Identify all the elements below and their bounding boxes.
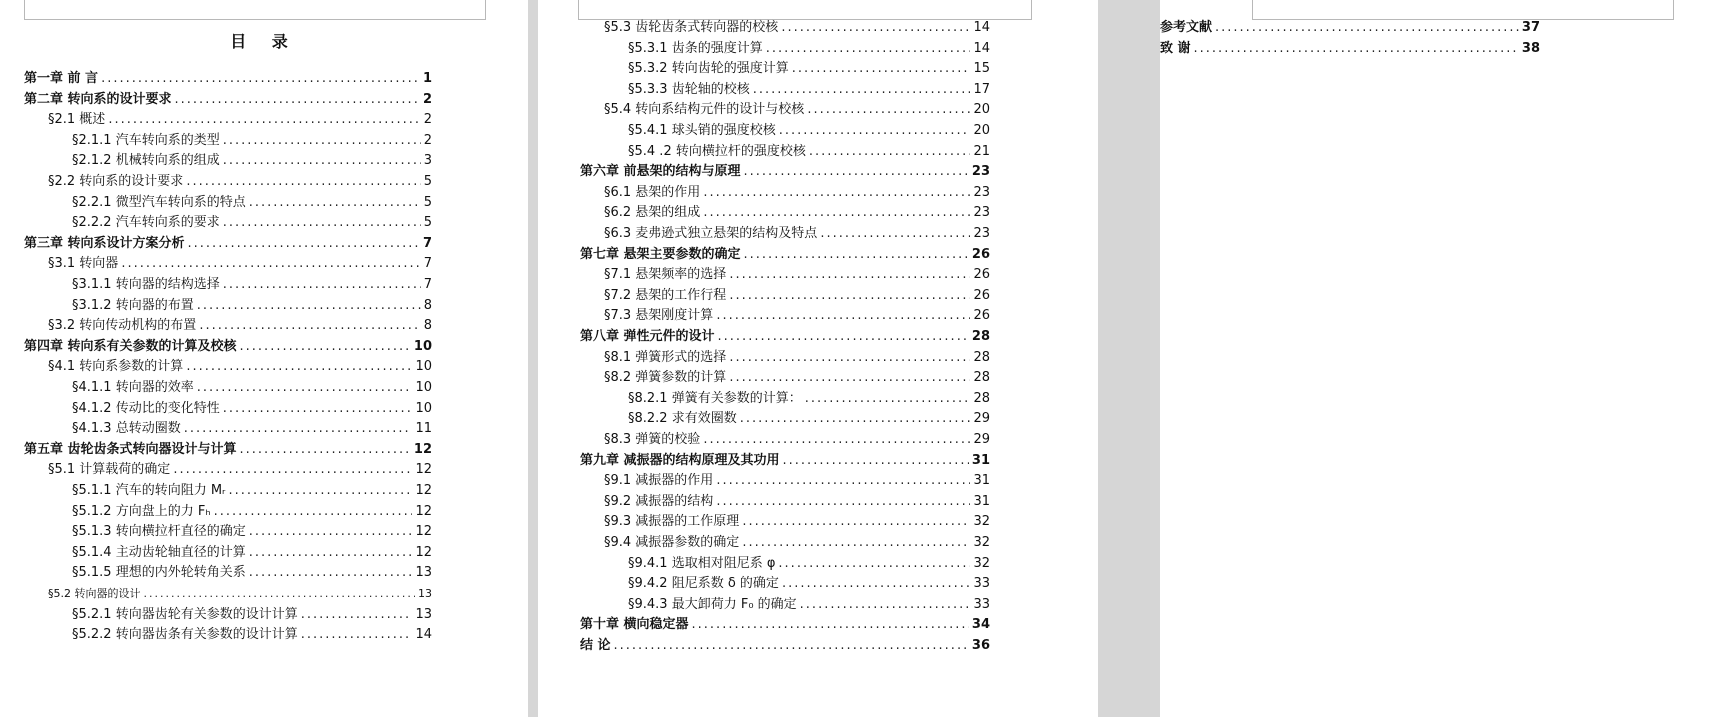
toc-entry-title: §6.3 麦弗逊式独立悬架的结构及特点 [604, 226, 818, 241]
toc-entry-page-number: 32 [973, 556, 990, 571]
toc-dot-leader [744, 245, 969, 265]
toc-entry[interactable] [72, 419, 432, 439]
toc-dot-leader [249, 563, 413, 583]
toc-entry[interactable] [580, 245, 990, 265]
toc-entry[interactable] [72, 605, 432, 625]
toc-entry-title: §5.2.2 转向器齿条有关参数的设计计算 [72, 627, 298, 642]
toc-entry-title: §5.1.3 转向横拉杆直径的确定 [72, 524, 246, 539]
toc-entry-title: §8.1 弹簧形式的选择 [604, 350, 727, 365]
toc-entry-page-number: 36 [971, 638, 990, 653]
toc-entry-title: 第九章 减振器的结构原理及其功用 [580, 453, 780, 468]
toc-entry[interactable] [628, 39, 990, 59]
toc-entry[interactable] [72, 275, 432, 295]
toc-entry[interactable] [72, 193, 432, 213]
toc-entry-page-number: 5 [423, 215, 432, 230]
toc-entry[interactable] [604, 512, 990, 532]
toc-entry[interactable] [580, 162, 990, 182]
toc-dot-leader [703, 430, 970, 450]
toc-entry[interactable] [628, 59, 990, 79]
toc-entry-page-number: 7 [422, 236, 432, 251]
toc-entry-page-number: 13 [415, 607, 432, 622]
toc-entry-page-number: 2 [423, 112, 432, 127]
toc-entry-page-number: 13 [418, 587, 432, 600]
toc-dot-leader [703, 203, 970, 223]
toc-dot-leader [144, 584, 416, 604]
toc-entry-page-number: 28 [973, 350, 990, 365]
toc-entry-page-number: 28 [973, 391, 990, 406]
toc-entry[interactable] [604, 430, 990, 450]
toc-entry-page-number: 26 [973, 288, 990, 303]
toc-entry-title: §5.4 .2 转向横拉杆的强度校核 [628, 144, 806, 159]
toc-entry[interactable] [628, 80, 990, 100]
toc-entry-title: §4.1 转向系参数的计算 [48, 359, 184, 374]
toc-entry-title: §5.2 转向器的设计 [48, 587, 141, 600]
toc-entry[interactable] [48, 172, 432, 192]
toc-dot-leader [703, 183, 970, 203]
toc-entry[interactable] [72, 522, 432, 542]
toc-entry-title: §8.2 弹簧参数的计算 [604, 370, 727, 385]
toc-entry[interactable] [604, 224, 990, 244]
toc-entry-page-number: 14 [415, 627, 432, 642]
toc-entry-page-number: 26 [973, 308, 990, 323]
toc-dot-leader [223, 275, 421, 295]
toc-dot-leader [778, 554, 970, 574]
toc-entry-page-number: 7 [423, 277, 432, 292]
toc-dot-leader [782, 574, 971, 594]
toc-entry-page-number: 23 [971, 164, 990, 179]
toc-dot-leader [197, 378, 413, 398]
toc-entry[interactable] [48, 254, 432, 274]
toc-title: 目 录 [230, 32, 298, 51]
toc-entry-title: 第七章 悬架主要参数的确定 [580, 247, 741, 262]
toc-entry-title: §5.1.5 理想的内外轮转角关系 [72, 565, 246, 580]
toc-entry-title: 第四章 转向系有关参数的计算及校核 [24, 339, 237, 354]
toc-entry-title: §9.4.2 阻尼系数 δ 的确定 [628, 576, 779, 591]
toc-entry-page-number: 32 [973, 514, 990, 529]
toc-entry-title: §9.3 减振器的工作原理 [604, 514, 740, 529]
toc-entry-title: 参考文献 [1160, 20, 1213, 35]
document-page-2 [538, 0, 1098, 717]
toc-entry[interactable] [628, 574, 990, 594]
toc-entry-title: §6.2 悬架的组成 [604, 205, 701, 220]
toc-entry-title: §3.1.1 转向器的结构选择 [72, 277, 220, 292]
toc-entry-page-number: 12 [413, 442, 432, 457]
toc-dot-leader [249, 543, 413, 563]
toc-entry-title: §2.1.2 机械转向系的组成 [72, 153, 220, 168]
toc-entry-title: 第六章 前悬架的结构与原理 [580, 164, 741, 179]
toc-entry[interactable] [604, 183, 990, 203]
toc-entry-page-number: 17 [973, 82, 990, 97]
document-page-3 [1160, 0, 1716, 717]
page-corner-mark [24, 0, 486, 20]
toc-entry-page-number: 23 [973, 226, 990, 241]
toc-entry-page-number: 10 [415, 359, 432, 374]
toc-entry-page-number: 32 [973, 535, 990, 550]
toc-dot-leader [223, 213, 421, 233]
toc-entry-title: §8.2.1 弹簧有关参数的计算： [628, 391, 802, 406]
toc-dot-leader [729, 368, 970, 388]
toc-dot-leader [108, 110, 420, 130]
toc-entry-title: §5.3.3 齿轮轴的校核 [628, 82, 750, 97]
toc-entry-page-number: 1 [422, 71, 432, 86]
toc-entry-page-number: 12 [415, 462, 432, 477]
toc-dot-leader [249, 522, 413, 542]
toc-entry[interactable] [604, 203, 990, 223]
toc-entry-title: §4.1.1 转向器的效率 [72, 380, 194, 395]
toc-dot-leader [173, 460, 412, 480]
toc-dot-leader [228, 481, 412, 501]
toc-entry-title: 第二章 转向系的设计要求 [24, 92, 172, 107]
toc-dot-leader [753, 80, 971, 100]
toc-dot-leader [186, 357, 412, 377]
toc-entry-title: 第五章 齿轮齿条式转向器设计与计算 [24, 442, 237, 457]
toc-entry-title: §4.1.2 传动比的变化特性 [72, 401, 220, 416]
toc-entry-title: §3.2 转向传动机构的布置 [48, 318, 197, 333]
toc-entry[interactable] [604, 306, 990, 326]
toc-entry[interactable] [628, 389, 990, 409]
toc-dot-leader [740, 409, 971, 429]
toc-entry-title: §5.1.4 主动齿轮轴直径的计算 [72, 545, 246, 560]
toc-entry-page-number: 2 [422, 92, 432, 107]
toc-dot-leader [766, 39, 971, 59]
document-page-1 [0, 0, 528, 717]
toc-dot-leader [716, 471, 970, 491]
toc-dot-leader [240, 440, 411, 460]
toc-dot-leader [214, 502, 413, 522]
toc-entry[interactable] [48, 584, 432, 604]
toc-dot-leader [800, 595, 971, 615]
page-corner-mark [578, 0, 1032, 20]
toc-entry[interactable] [24, 90, 432, 110]
toc-entry-page-number: 21 [973, 144, 990, 159]
toc-entry-page-number: 28 [971, 329, 990, 344]
toc-dot-leader [729, 348, 970, 368]
toc-entry[interactable] [604, 286, 990, 306]
toc-entry-title: §7.1 悬架频率的选择 [604, 267, 727, 282]
toc-entry-title: 结 论 [580, 638, 611, 653]
toc-entry-title: §9.2 减振器的结构 [604, 494, 714, 509]
toc-dot-leader [223, 399, 413, 419]
toc-dot-leader [223, 131, 421, 151]
toc-entry[interactable] [48, 460, 432, 480]
toc-dot-leader [186, 172, 420, 192]
toc-entry-page-number: 10 [413, 339, 432, 354]
toc-entry-page-number: 5 [423, 174, 432, 189]
toc-entry[interactable] [580, 615, 990, 635]
toc-entry-page-number: 12 [415, 545, 432, 560]
toc-dot-leader [742, 512, 970, 532]
toc-entry-page-number: 14 [973, 41, 990, 56]
toc-dot-leader [301, 605, 413, 625]
toc-entry-title: §4.1.3 总转动圈数 [72, 421, 181, 436]
toc-entry[interactable] [72, 543, 432, 563]
toc-entry-title: §6.1 悬架的作用 [604, 185, 701, 200]
toc-entry-page-number: 31 [973, 473, 990, 488]
toc-dot-leader [188, 234, 420, 254]
toc-entry[interactable] [580, 451, 990, 471]
toc-entry-page-number: 13 [415, 565, 432, 580]
toc-entry-page-number: 5 [423, 195, 432, 210]
toc-entry-title: §5.3.1 齿条的强度计算 [628, 41, 763, 56]
toc-entry[interactable] [580, 636, 990, 656]
toc-entry-title: §5.4 转向系结构元件的设计与校核 [604, 102, 805, 117]
toc-entry-title: §5.3 齿轮齿条式转向器的校核 [604, 20, 779, 35]
toc-dot-leader [729, 286, 970, 306]
toc-entry-title: §2.2.1 微型汽车转向系的特点 [72, 195, 246, 210]
toc-entry-page-number: 31 [971, 453, 990, 468]
toc-dot-leader [240, 337, 411, 357]
toc-entry-title: §5.1.2 方向盘上的力 Fₕ [72, 504, 211, 519]
toc-dot-leader [783, 451, 969, 471]
toc-entry-page-number: 15 [973, 61, 990, 76]
toc-entry-page-number: 29 [973, 432, 990, 447]
toc-entry-title: 致 谢 [1160, 41, 1191, 56]
toc-entry[interactable] [604, 348, 990, 368]
toc-entry-title: §9.4.1 选取相对阻尼系 φ [628, 556, 776, 571]
toc-entry[interactable] [24, 234, 432, 254]
toc-entry[interactable] [628, 595, 990, 615]
toc-entry[interactable] [72, 481, 432, 501]
toc-entry-title: §9.4.3 最大卸荷力 F₀ 的确定 [628, 597, 797, 612]
toc-dot-leader [199, 316, 420, 336]
toc-entry-title: §5.2.1 转向器齿轮有关参数的设计计算 [72, 607, 298, 622]
toc-entry[interactable] [628, 142, 990, 162]
toc-dot-leader [729, 265, 970, 285]
toc-entry[interactable] [604, 265, 990, 285]
toc-dot-leader [101, 69, 420, 89]
toc-entry[interactable] [604, 18, 990, 38]
toc-entry[interactable] [72, 296, 432, 316]
toc-dot-leader [718, 327, 969, 347]
toc-dot-leader [742, 533, 970, 553]
toc-dot-leader [197, 296, 421, 316]
toc-dot-leader [249, 193, 421, 213]
toc-dot-leader [809, 142, 971, 162]
toc-dot-leader [223, 151, 421, 171]
toc-entry-page-number: 7 [423, 256, 432, 271]
toc-dot-leader [184, 419, 413, 439]
toc-entry[interactable] [604, 492, 990, 512]
toc-entry-title: §5.1 计算载荷的确定 [48, 462, 171, 477]
toc-entry-title: §8.3 弹簧的校验 [604, 432, 701, 447]
toc-dot-leader [781, 18, 970, 38]
toc-entry-page-number: 26 [973, 267, 990, 282]
toc-entry-page-number: 2 [423, 133, 432, 148]
toc-entry-title: §3.1.2 转向器的布置 [72, 298, 194, 313]
toc-dot-leader [692, 615, 969, 635]
toc-entry[interactable] [72, 502, 432, 522]
toc-dot-leader [301, 625, 413, 645]
toc-entry[interactable] [604, 533, 990, 553]
toc-entry-page-number: 23 [973, 205, 990, 220]
toc-dot-leader [716, 492, 970, 512]
toc-entry-title: §9.4 减振器参数的确定 [604, 535, 740, 550]
toc-entry-page-number: 20 [973, 102, 990, 117]
toc-entry[interactable] [628, 409, 990, 429]
toc-dot-leader [1215, 18, 1519, 38]
toc-entry-title: §2.1.1 汽车转向系的类型 [72, 133, 220, 148]
toc-entry-title: §7.3 悬架刚度计算 [604, 308, 714, 323]
toc-entry-page-number: 31 [973, 494, 990, 509]
toc-entry[interactable] [72, 378, 432, 398]
toc-entry-page-number: 11 [415, 421, 432, 436]
toc-entry[interactable] [24, 69, 432, 89]
toc-entry-title: §3.1 转向器 [48, 256, 119, 271]
toc-dot-leader [805, 389, 971, 409]
toc-entry-page-number: 34 [971, 617, 990, 632]
toc-entry-title: §7.2 悬架的工作行程 [604, 288, 727, 303]
toc-entry-page-number: 28 [973, 370, 990, 385]
toc-dot-leader [792, 59, 971, 79]
toc-entry-page-number: 10 [415, 401, 432, 416]
toc-entry[interactable] [72, 399, 432, 419]
toc-entry-page-number: 3 [423, 153, 432, 168]
toc-dot-leader [175, 90, 420, 110]
toc-entry[interactable] [604, 368, 990, 388]
toc-entry-page-number: 10 [415, 380, 432, 395]
toc-entry[interactable] [1160, 18, 1540, 38]
toc-entry-title: 第三章 转向系设计方案分析 [24, 236, 185, 251]
toc-entry-title: §5.1.1 汽车的转向阻力 Mᵣ [72, 483, 226, 498]
toc-entry[interactable] [48, 316, 432, 336]
toc-entry-title: §2.1 概述 [48, 112, 106, 127]
toc-entry[interactable] [72, 151, 432, 171]
toc-entry[interactable] [580, 327, 990, 347]
toc-entry[interactable] [24, 337, 432, 357]
toc-entry-page-number: 20 [973, 123, 990, 138]
toc-entry[interactable] [628, 554, 990, 574]
toc-dot-leader [779, 121, 971, 141]
toc-dot-leader [744, 162, 969, 182]
toc-entry-title: 第八章 弹性元件的设计 [580, 329, 715, 344]
toc-entry-page-number: 33 [973, 597, 990, 612]
toc-dot-leader [716, 306, 970, 326]
toc-entry-page-number: 26 [971, 247, 990, 262]
toc-entry-page-number: 23 [973, 185, 990, 200]
toc-entry-title: §5.3.2 转向齿轮的强度计算 [628, 61, 789, 76]
toc-entry[interactable] [48, 357, 432, 377]
toc-entry-page-number: 33 [973, 576, 990, 591]
toc-entry-page-number: 12 [415, 524, 432, 539]
toc-entry-title: §2.2 转向系的设计要求 [48, 174, 184, 189]
toc-entry[interactable] [24, 440, 432, 460]
toc-dot-leader [121, 254, 420, 274]
toc-entry-page-number: 37 [1521, 20, 1540, 35]
toc-entry[interactable] [72, 213, 432, 233]
toc-entry[interactable] [628, 121, 990, 141]
toc-entry-page-number: 8 [423, 298, 432, 313]
toc-entry-title: §9.1 减振器的作用 [604, 473, 714, 488]
toc-entry-page-number: 38 [1521, 41, 1540, 56]
toc-entry[interactable] [72, 625, 432, 645]
toc-entry[interactable] [72, 131, 432, 151]
toc-entry[interactable] [604, 471, 990, 491]
toc-entry-title: 第十章 横向稳定器 [580, 617, 689, 632]
toc-entry-page-number: 14 [973, 20, 990, 35]
toc-entry[interactable] [48, 110, 432, 130]
toc-dot-leader [614, 636, 969, 656]
toc-entry[interactable] [1160, 39, 1540, 59]
toc-dot-leader [807, 100, 970, 120]
toc-dot-leader [1194, 39, 1519, 59]
toc-entry-page-number: 12 [415, 483, 432, 498]
toc-entry-page-number: 12 [415, 504, 432, 519]
toc-entry-title: 第一章 前 言 [24, 71, 99, 86]
toc-entry[interactable] [604, 100, 990, 120]
toc-entry-title: §5.4.1 球头销的强度校核 [628, 123, 776, 138]
toc-dot-leader [820, 224, 970, 244]
page-corner-mark [1252, 0, 1674, 20]
toc-entry-title: §2.2.2 汽车转向系的要求 [72, 215, 220, 230]
toc-entry-page-number: 29 [973, 411, 990, 426]
toc-entry-page-number: 8 [423, 318, 432, 333]
toc-entry-title: §8.2.2 求有效圈数 [628, 411, 737, 426]
toc-entry[interactable] [72, 563, 432, 583]
